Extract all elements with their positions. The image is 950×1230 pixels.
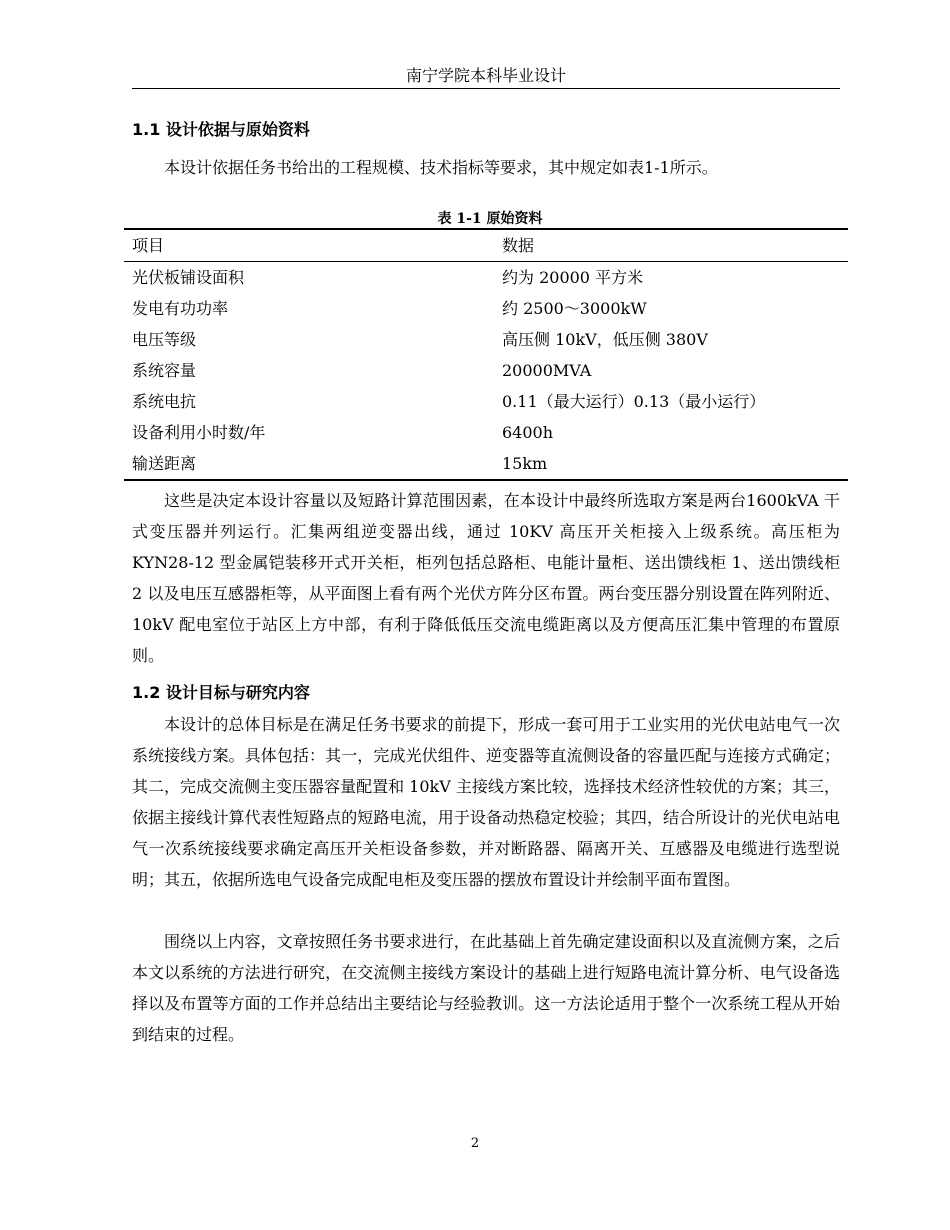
- table-cell-data: 15km: [502, 454, 548, 473]
- column-header-data: 数据: [502, 236, 535, 255]
- table-row: [124, 324, 848, 355]
- table-cell-item: 输送距离: [132, 454, 197, 473]
- table-caption: 表 1-1 原始资料: [437, 211, 543, 227]
- section-1-2-para-2: 围绕以上内容，文章按照任务书要求进行，在此基础上首先确定建设面积以及直流侧方案，之后本文以系统的方法进行研究，在交流侧主接线方案设计的基础上进行短路电流计算分析、电气设备选择以及布置等方面的工作并总结出主要结论与经验教训。这一方法论适用于整个一次系统工程从开始到结束的过程。: [132, 932, 840, 1044]
- table-cell-item: 光伏板铺设面积: [132, 268, 245, 287]
- table-cell-item: 系统容量: [132, 361, 197, 380]
- table-row: [124, 262, 848, 294]
- table-cell-item: 设备利用小时数/年: [132, 423, 266, 442]
- table-cell-data: 约为 20000 平方米: [502, 268, 644, 287]
- page-number: 2: [470, 1136, 480, 1151]
- table-header-row: [124, 229, 848, 262]
- table-cell-item: 系统电抗: [132, 392, 197, 411]
- table-row: [124, 293, 848, 324]
- section-1-2-para-1: 本设计的总体目标是在满足任务书要求的前提下，形成一套可用于工业实用的光伏电站电气一次系统接线方案。具体包括：其一，完成光伏组件、逆变器等直流侧设备的容量匹配与连接方式确定；其二，完成交流侧主变压器容量配置和 10kV 主接线方案比较，选择技术经济性较优的方案；其三，依据主接线计算代表性短路点的短路电流，用于设备动热稳定校验；其四，结合所设计的光伏电站电气一次系统接线要求确定高压开关柜设备参数，并对断路器、隔离开关、互感器及电缆进行选型说明；其五，依据所选电气设备完成配电柜及变压器的摆放布置设计并绘制平面布置图。: [132, 715, 840, 889]
- table-row: [124, 386, 848, 417]
- section-1-1-body: 这些是决定本设计容量以及短路计算范围因素，在本设计中最终所选取方案是两台1600kVA 干式变压器并列运行。汇集两组逆变器出线，通过 10KV 高压开关柜接入上级系统。高压柜为 KYN28-12 型金属铠装移开式开关柜，柜列包括总路柜、电能计量柜、送出馈线柜 1、送出馈线柜 2 以及电压互感器柜等，从平面图上看有两个光伏方阵分区布置。两台变压器分别设置在阵列附近、10kV 配电室位于站区上方中部，有利于降低低压交流电缆距离以及方便高压汇集中管理的布置原则。: [132, 491, 840, 665]
- table-cell-data: 约 2500～3000kW: [502, 299, 647, 318]
- table-cell-data: 高压侧 10kV，低压侧 380V: [502, 330, 708, 349]
- table-row: [124, 448, 848, 480]
- original-data-table: [124, 228, 848, 481]
- table-row: [124, 417, 848, 448]
- section-heading-1-2: 1.2 设计目标与研究内容: [132, 683, 310, 702]
- table-cell-item: 发电有功功率: [132, 299, 229, 318]
- table-cell-data: 20000MVA: [502, 361, 592, 380]
- table-cell-item: 电压等级: [132, 330, 197, 349]
- column-header-item: 项目: [132, 236, 165, 255]
- section-heading-1-1: 1.1 设计依据与原始资料: [132, 120, 310, 139]
- table-cell-data: 6400h: [502, 423, 554, 442]
- section-1-1-intro: 本设计依据任务书给出的工程规模、技术指标等要求，其中规定如表1-1所示。: [164, 158, 718, 177]
- table-cell-data: 0.11（最大运行）0.13（最小运行）: [502, 392, 766, 411]
- table-row: [124, 355, 848, 386]
- page-header: 南宁学院本科毕业设计: [132, 66, 840, 89]
